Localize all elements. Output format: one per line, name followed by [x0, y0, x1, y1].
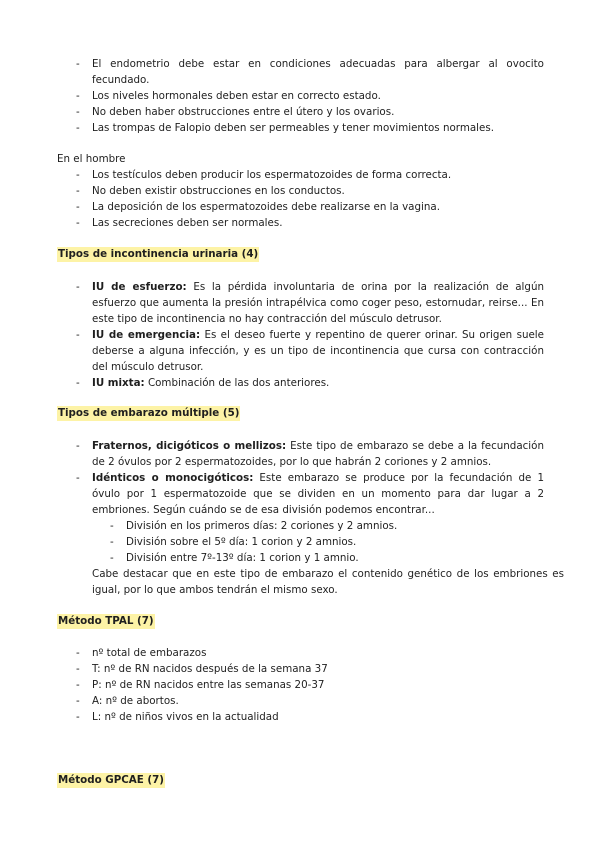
incontinence-list: [72, 279, 544, 391]
section-heading-tpal: Método TPAL (7): [58, 615, 154, 627]
definition: Combinación de las dos anteriores.: [144, 377, 330, 389]
men-label: En el hombre: [57, 153, 126, 165]
list-item: - Los niveles hormonales deben estar en correcto estado.: [72, 88, 544, 104]
list-item: - No deben existir obstrucciones en los conductos.: [72, 183, 544, 199]
tpal-list: [72, 645, 544, 725]
list-item: - T: nº de RN nacidos después de la semana 37: [72, 661, 544, 677]
list-item: - Las secreciones deben ser normales.: [72, 215, 544, 231]
list-item: - No deben haber obstrucciones entre el útero y los ovarios.: [72, 104, 544, 120]
pregnancy-note: Cabe destacar que en este tipo de embarazo el contenido genético de los embriones es igual, por lo que ambos tendrán el mismo sexo.: [92, 568, 564, 596]
pregnancy-list: [72, 438, 544, 566]
term: Idénticos o monocigóticos:: [92, 472, 254, 484]
list-item: - La deposición de los espermatozoides debe realizarse en la vagina.: [72, 199, 544, 215]
term: IU mixta:: [92, 377, 145, 389]
list-item: [72, 470, 544, 566]
list-item: - El endometrio debe estar en condiciones adecuadas para albergar al ovocito fecundado.: [72, 56, 544, 88]
list-item: - P: nº de RN nacidos entre las semanas 20-37: [72, 677, 544, 693]
sub-list-item: - División entre 7º-13º día: 1 corion y 1 amnio.: [92, 550, 544, 566]
definition: Es la pérdida involuntaria de orina por la realización de algún esfuerzo que aumenta la presión intrapélvica como coger peso, estornudar, reirse... En este tipo de incontinencia no hay contracción del músculo detrusor.: [92, 281, 544, 325]
list-item: - nº total de embarazos: [72, 645, 544, 661]
list-item: [72, 327, 544, 375]
section-heading-pregnancy: Tipos de embarazo múltiple (5): [58, 407, 240, 419]
list-item: [72, 279, 544, 327]
section-heading-incontinence: Tipos de incontinencia urinaria (4): [58, 248, 259, 260]
men-list: [72, 167, 544, 231]
sub-list-item: - División en los primeros días: 2 coriones y 2 amnios.: [92, 518, 544, 534]
conditions-list: [72, 56, 544, 136]
list-item: - L: nº de niños vivos en la actualidad: [72, 709, 544, 725]
list-item: [72, 375, 544, 391]
list-item: - Las trompas de Falopio deben ser permeables y tener movimientos normales.: [72, 120, 544, 136]
list-item: - Los testículos deben producir los espermatozoides de forma correcta.: [72, 167, 544, 183]
list-item: [72, 438, 544, 470]
term: IU de emergencia:: [92, 329, 201, 341]
term: IU de esfuerzo:: [92, 281, 187, 293]
section-heading-gpcae: Método GPCAE (7): [58, 774, 164, 786]
definition: Este embarazo se produce por la fecundación de 1 óvulo por 1 espermatozoide que se dividen en un momento para dar lugar a 2 embriones. Según cuándo se de esa división podemos encontrar...: [92, 472, 544, 516]
term: Fraternos, dicigóticos o mellizos:: [92, 440, 287, 452]
definition: Es el deseo fuerte y repentino de querer orinar. Su origen suele deberse a alguna infección, y es un tipo de incontinencia que cursa con contracción del músculo detrusor.: [92, 329, 545, 373]
list-item: - A: nº de abortos.: [72, 693, 544, 709]
definition: Este tipo de embarazo se debe a la fecundación de 2 óvulos por 2 espermatozoides, por lo que habrán 2 coriones y 2 amnios.: [92, 440, 544, 468]
division-list: [92, 518, 544, 566]
sub-list-item: - División sobre el 5º día: 1 corion y 2 amnios.: [92, 534, 544, 550]
